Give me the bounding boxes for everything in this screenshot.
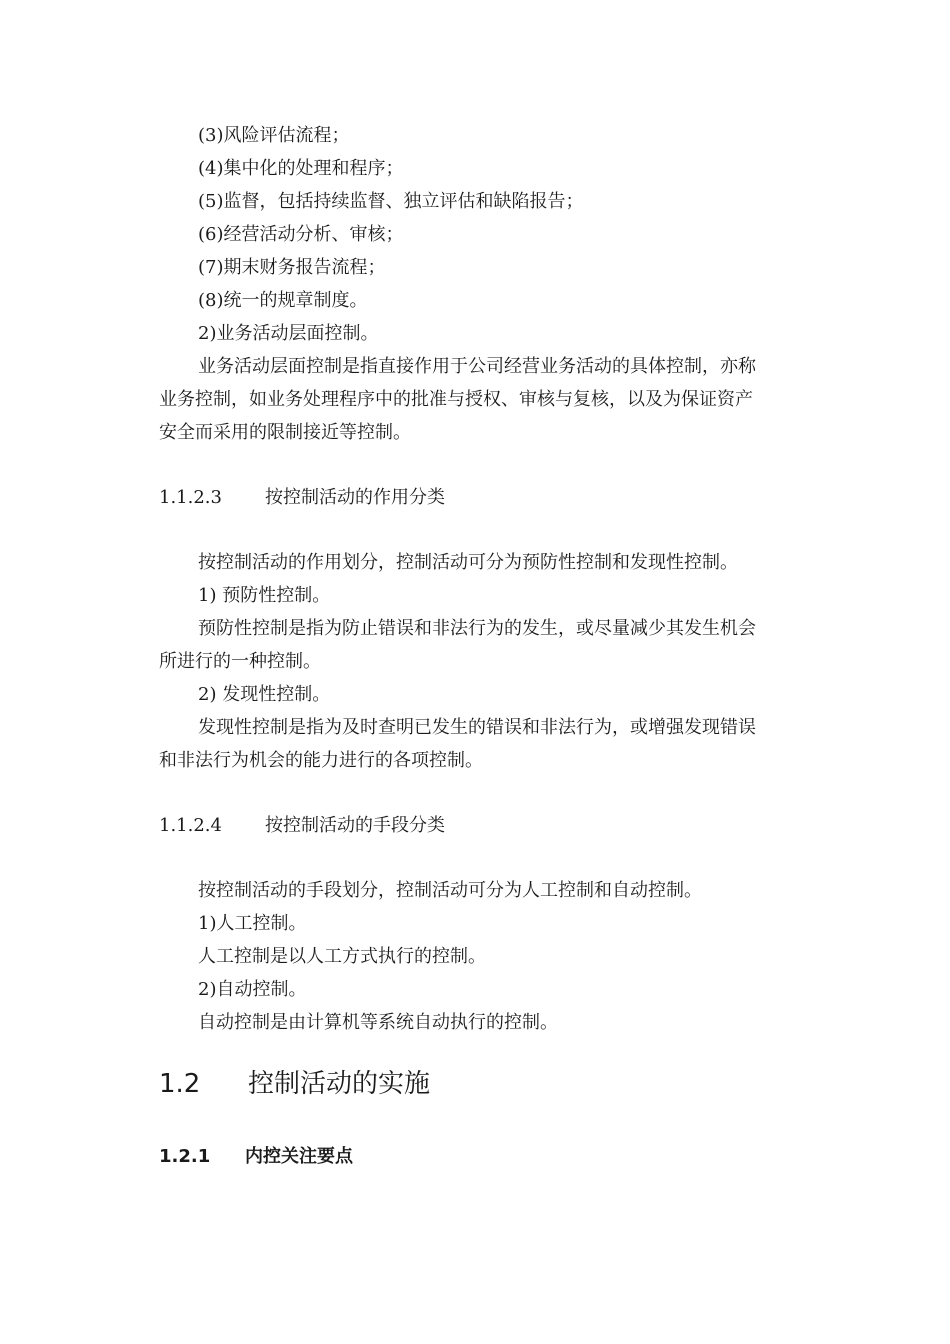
- paragraph-line: 人工控制是以人工方式执行的控制。: [198, 946, 486, 967]
- paragraph-line: 按控制活动的作用划分，控制活动可分为预防性控制和发现性控制。: [198, 552, 738, 573]
- item-heading: 1)人工控制。: [198, 913, 307, 934]
- section-number: 1.2.1: [159, 1146, 211, 1167]
- section-heading-121: [159, 1146, 353, 1168]
- section-title: 内控关注要点: [245, 1146, 353, 1167]
- section-title: 按控制活动的手段分类: [265, 815, 445, 836]
- section-title: 按控制活动的作用分类: [265, 487, 445, 508]
- list-item: (5)监督，包括持续监督、独立评估和缺陷报告；: [198, 191, 584, 212]
- section-number: 1.1.2.3: [159, 487, 222, 508]
- item-heading: 2)自动控制。: [198, 979, 307, 1000]
- paragraph-line: 按控制活动的手段划分，控制活动可分为人工控制和自动控制。: [198, 880, 702, 901]
- list-item: (7)期末财务报告流程；: [198, 257, 386, 278]
- list-item: (3)风险评估流程；: [198, 125, 350, 146]
- paragraph-line: 和非法行为机会的能力进行的各项控制。: [159, 750, 483, 771]
- paragraph-line: 所进行的一种控制。: [159, 651, 321, 672]
- section-title: 控制活动的实施: [248, 1069, 431, 1099]
- business-level-heading: 2)业务活动层面控制。: [198, 323, 379, 344]
- item-heading: 2) 发现性控制。: [198, 684, 331, 705]
- list-item: (4)集中化的处理和程序；: [198, 158, 404, 179]
- list-item: (6)经营活动分析、审核；: [198, 224, 404, 245]
- list-item: (8)统一的规章制度。: [198, 290, 368, 311]
- paragraph-line: 自动控制是由计算机等系统自动执行的控制。: [198, 1012, 558, 1033]
- paragraph-line: 安全而采用的限制接近等控制。: [159, 422, 411, 443]
- paragraph-line: 发现性控制是指为及时查明已发生的错误和非法行为，或增强发现错误: [198, 717, 756, 738]
- section-number: 1.1.2.4: [159, 815, 222, 836]
- section-number: 1.2: [159, 1069, 201, 1099]
- section-heading-1124: [159, 815, 445, 837]
- paragraph-line: 业务控制，如业务处理程序中的批准与授权、审核与复核，以及为保证资产: [159, 389, 753, 410]
- section-heading-12: [159, 1068, 430, 1100]
- paragraph-line: 预防性控制是指为防止错误和非法行为的发生，或尽量减少其发生机会: [198, 618, 756, 639]
- item-heading: 1) 预防性控制。: [198, 585, 331, 606]
- section-heading-1123: [159, 487, 445, 509]
- paragraph-line: 业务活动层面控制是指直接作用于公司经营业务活动的具体控制，亦称: [198, 356, 756, 377]
